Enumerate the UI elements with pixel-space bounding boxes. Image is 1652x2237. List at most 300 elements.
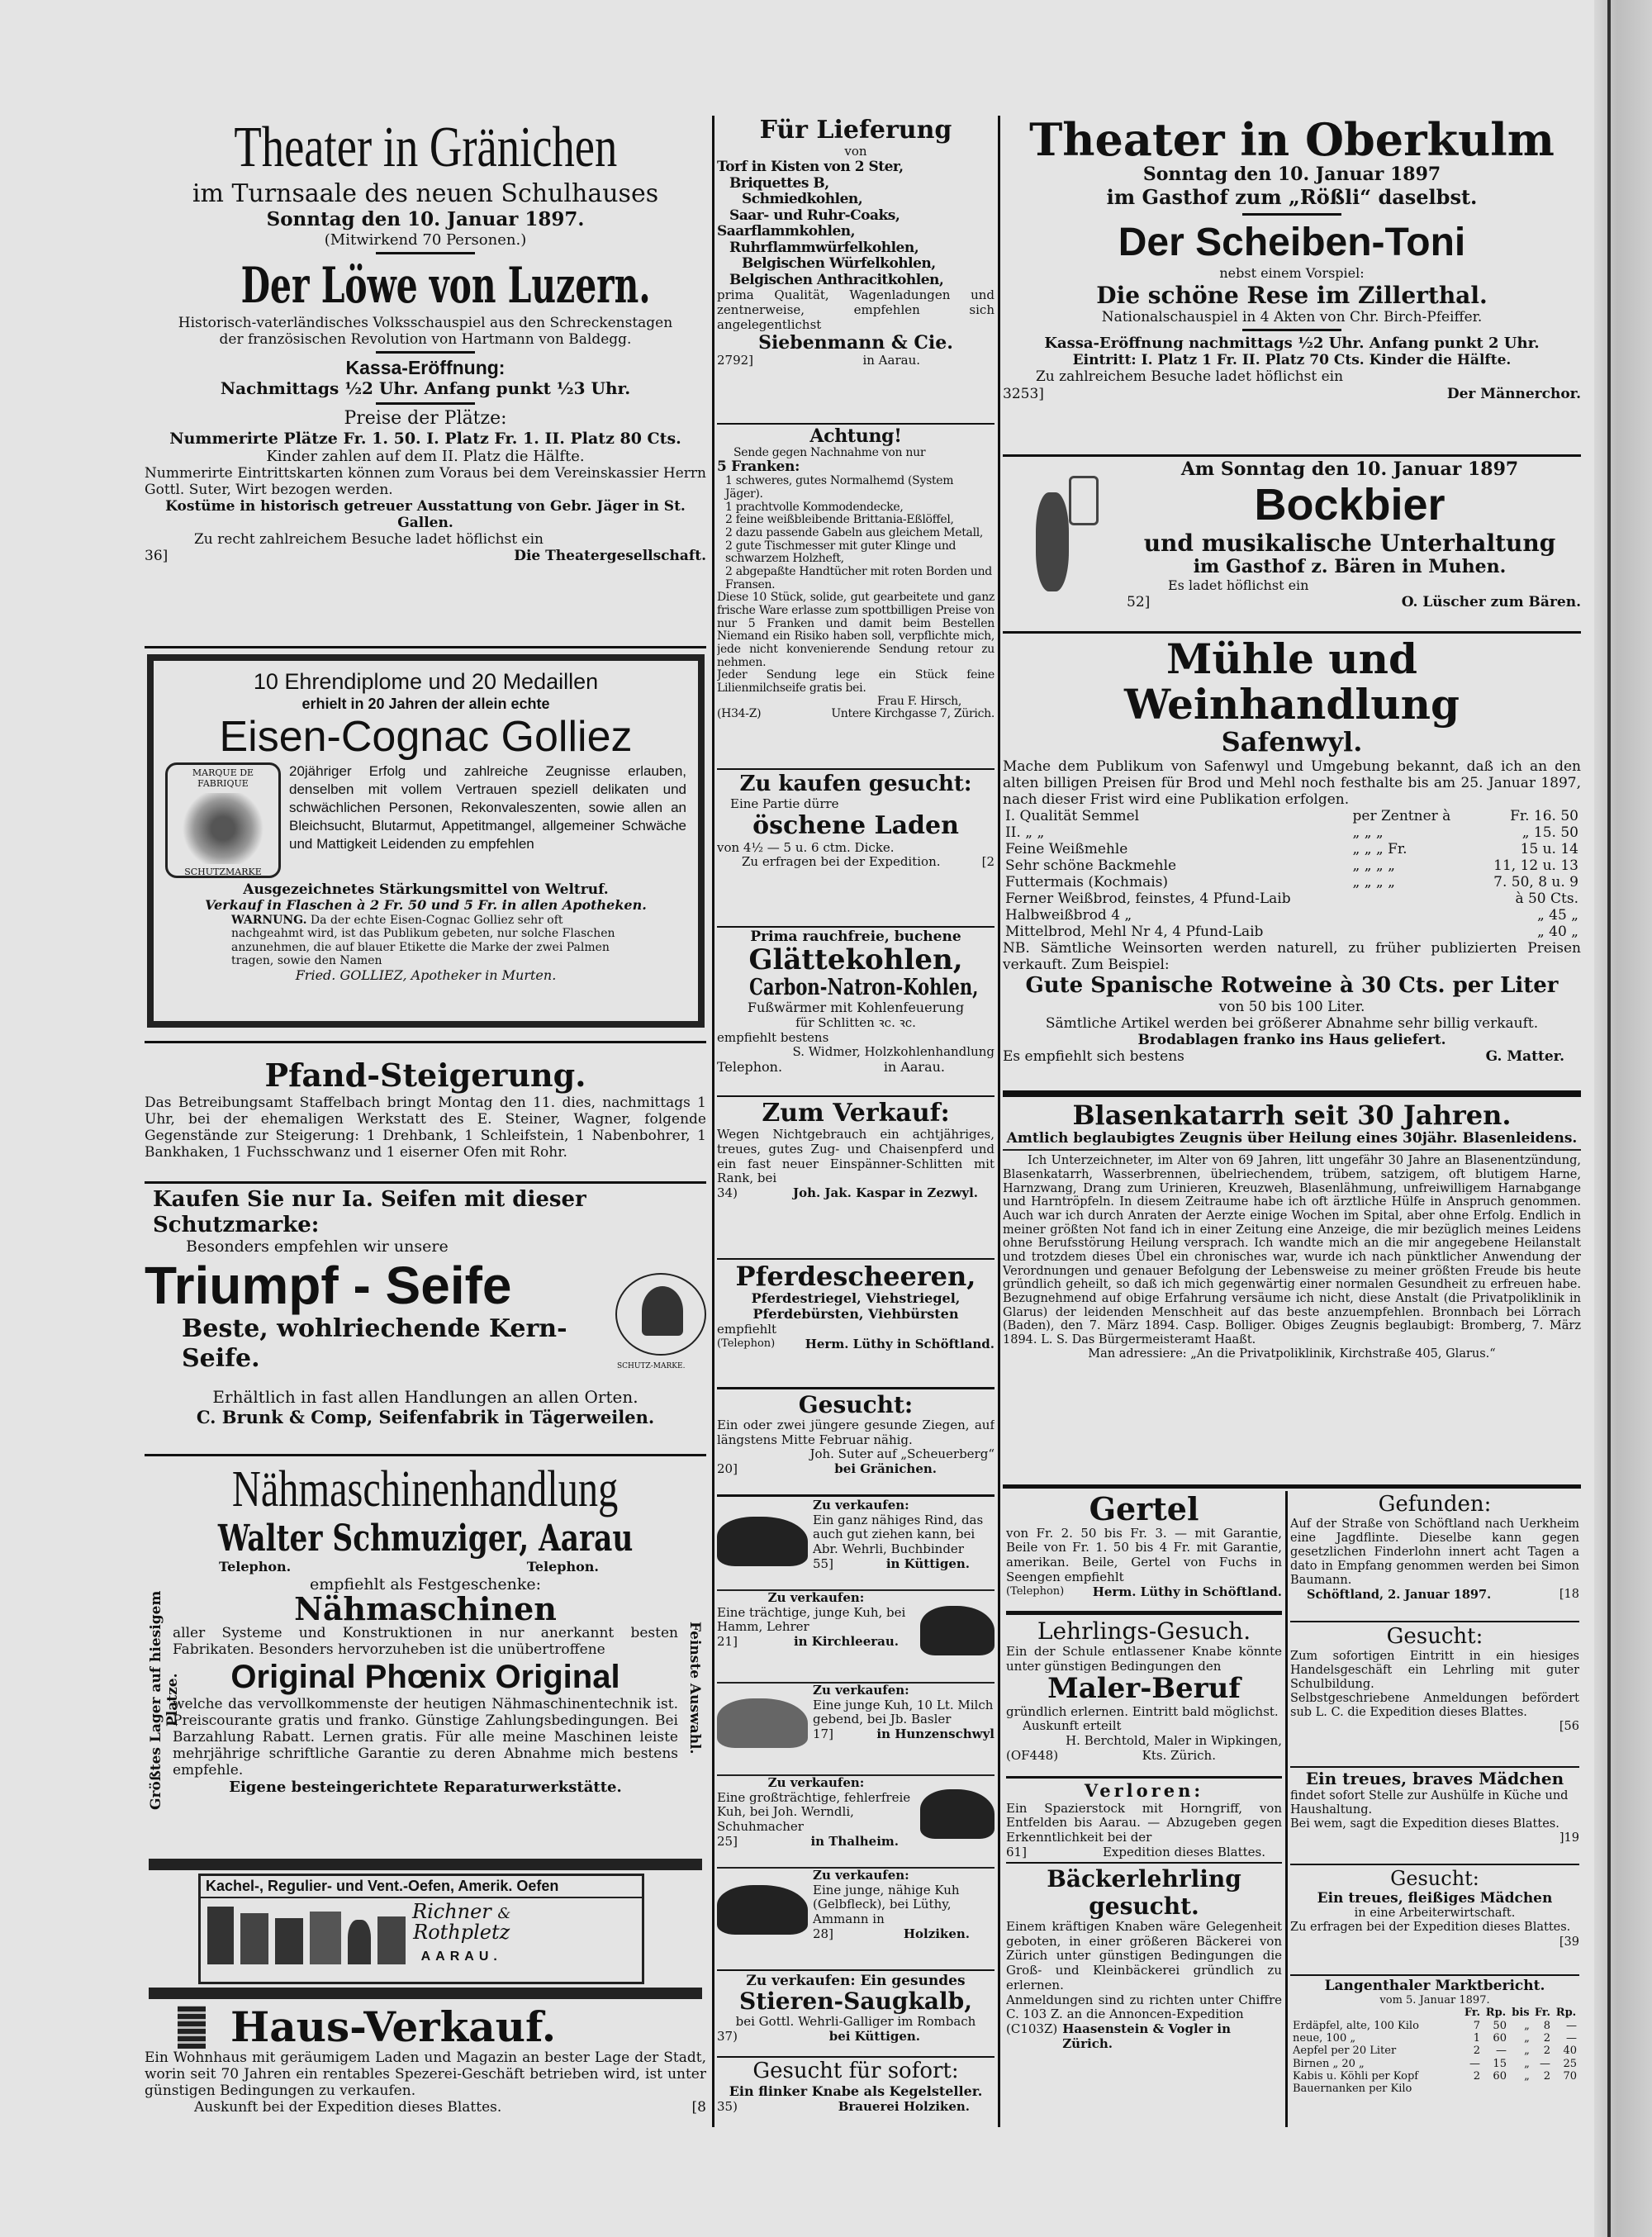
ad-muehle-weinhandlung [1003, 636, 1581, 1086]
price-row [1003, 924, 1581, 940]
line: Fußwärmer mit Kohlenfeuerung [747, 1000, 965, 1016]
title: Zum Verkauf: [762, 1099, 950, 1128]
item: öschene Laden [752, 811, 959, 841]
firm: Siebenmann & Cie. [758, 331, 953, 354]
title: Theater in Gränichen [234, 116, 617, 179]
rule [149, 1988, 702, 1999]
desc: der französischen Revolution von Hartmann von Baldegg. [219, 330, 632, 348]
venue: im Gasthof zum „Rößli“ daselbst. [1106, 185, 1478, 210]
ad-naehmaschinen [145, 1460, 706, 1857]
rule [717, 768, 995, 770]
recommends: empfiehlt bestens [717, 1029, 829, 1045]
ad-eisen-cognac [147, 654, 705, 1028]
table-cell: 2 [1543, 2032, 1550, 2045]
list-item: Schmiedkohlen, [742, 191, 863, 208]
beehive-trademark-icon [615, 1273, 706, 1370]
ad-number: 36] [145, 548, 169, 565]
cow-icon [920, 1606, 995, 1655]
invite: Zu zahlreichem Besuche ladet höflichst ein [1036, 368, 1344, 386]
maker: Fried. GOLLIEZ, Apotheker in Murten. [295, 967, 557, 983]
wine-sub: von 50 bis 100 Liter. [1218, 999, 1365, 1016]
column-header: Rp. [1555, 2007, 1577, 2020]
desc: Historisch-vaterländisches Volksschauspiel aus den Schreckenstagen [178, 314, 673, 331]
rule [717, 2056, 995, 2058]
city: in Aarau. [883, 1059, 945, 1076]
place: bei Gränichen. [834, 1461, 937, 1477]
gift: Jeder Sendung lege ein Stück feine Lilienmilchseife gratis bei. [717, 668, 995, 696]
ad-number: ]19 [1559, 1831, 1579, 1845]
title: Bockbier [1254, 479, 1446, 530]
house-icon [178, 2006, 206, 2049]
table-cell: Aepfel per 20 Liter [1293, 2045, 1397, 2058]
place: Kts. Zürich. [1142, 1747, 1216, 1763]
column-header: bis [1512, 2007, 1530, 2020]
ad-number: [8 [691, 2099, 706, 2116]
sale: Verkauf in Flaschen à 2 Fr. 50 und 5 Fr. in allen Apotheken. [205, 896, 647, 913]
rule [145, 646, 706, 648]
ad-baeckerlehrling [1006, 1865, 1282, 2128]
costumes: Kostüme in historisch getreuer Ausstattung von Gebr. Jäger in St. Gallen. [165, 498, 686, 532]
heading: Zu verkaufen: [813, 1498, 909, 1513]
stove-icon [207, 1907, 234, 1964]
title: Eisen-Cognac Golliez [219, 713, 633, 762]
ad-gefunden [1290, 1492, 1579, 1617]
signature: G. Matter. [1485, 1048, 1564, 1066]
stove-icon [310, 1912, 341, 1964]
ad-number: 37) [717, 2028, 738, 2044]
cow-ads [717, 1498, 995, 1968]
table-cell: „ „ „ „ [1352, 857, 1395, 875]
table-cell [1351, 891, 1474, 907]
info: Zu erfragen bei der Expedition. [742, 854, 941, 870]
body: prima Qualität, Wagenladungen und zentnerweise, empfehlen sich angelegentlichst [717, 287, 995, 332]
prices-head: Preise der Plätze: [344, 407, 507, 429]
goat-with-beer-icon [1011, 468, 1110, 608]
rule [1003, 1090, 1581, 1097]
ad-number: 34) [717, 1185, 738, 1201]
table-cell: Mittelbrod, Mehl Nr 4, 4 Pfund-Laib [1005, 924, 1264, 941]
firm-name: Rothpletz [413, 1921, 510, 1945]
ad-glaettekohlen [717, 929, 995, 1094]
table-cell: 15 [1493, 2057, 1507, 2070]
invite: Es ladet höflichst ein [1168, 577, 1309, 594]
name: Joh. Jak. Kaspar in Zezwyl. [792, 1185, 978, 1201]
ad-haus-verkauf [145, 2004, 706, 2128]
subtitle: und musikalische Unterhaltung [1143, 530, 1556, 558]
ad-number: 20] [717, 1461, 738, 1477]
cast: (Mitwirkend 70 Personen.) [324, 230, 527, 249]
column-header: Fr. [1534, 2007, 1551, 2020]
ad-number: 25] [717, 1833, 738, 1849]
table-cell: „ [1524, 2045, 1530, 2058]
heading: Kaufen Sie nur Ia. Seifen mit dieser Schutzmarke: [153, 1187, 586, 1237]
rule [1006, 1776, 1282, 1779]
play-title: Der Scheiben-Toni [1118, 220, 1466, 264]
column-header: Fr. [1464, 2007, 1481, 2020]
venue: im Gasthof z. Bären in Muhen. [1193, 556, 1507, 578]
table-cell: — [1540, 2057, 1550, 2070]
body: Wegen Nichtgebrauch ein achtjähriges, treues, gutes Zug- und Chaisenpferd und ein fast neuer Einspänner-Schlitten mit Rank, bei [717, 1127, 995, 1186]
title: Gertel [1089, 1492, 1199, 1527]
table-cell: 25 [1563, 2057, 1577, 2070]
ad-number: 17] [813, 1726, 833, 1742]
body: Einem kräftigen Knaben wäre Gelegenheit geboten, in einer größeren Bäckerei von Zürich unter günstigen Bedingungen die Groß- und Kleinbäckerei gründlich zu erlernen. [1006, 1919, 1282, 1992]
place: Holziken. [903, 1926, 970, 1941]
place: Expedition dieses Blattes. [1102, 1844, 1265, 1859]
firm-name: Richner [412, 1900, 491, 1924]
market-table [1290, 2007, 1579, 2095]
table-cell: Ferner Weißbrod, feinstes, 4 Pfund-Laib [1005, 891, 1291, 908]
table-cell: 2 [1543, 2045, 1550, 2058]
body: Ein ganz nähiges Rind, das auch gut ziehen kann, bei Abr. Wehrli, Buchbinder [813, 1512, 984, 1557]
ad-pferdescheeren [717, 1262, 995, 1384]
availability: Erhältlich in fast allen Handlungen an allen Orten. [212, 1386, 638, 1407]
telephon: Telephon. [526, 1558, 599, 1574]
body: Das Betreibungsamt Staffelbach bringt Montag den 11. dies, nachmittags 1 Uhr, bei der ehemaligen Werkstatt des E. Steiner, Wagner, folgende Gegenstände zur Steigerung: 1 Drehbank, 1 Schleifstein, 1 Nabenbohrer, 1 Bankhaken, 1 Fuchsschwanz und 1 eiserner Ofen mit Rohr. [145, 1094, 706, 1161]
rule [145, 1041, 706, 1043]
line: Pferdebürsten, Viehbürsten [752, 1306, 959, 1323]
title: Haus-Verkauf. [230, 2004, 557, 2051]
ad-number: 3253] [1003, 385, 1044, 402]
address: Man adressiere: „An die Privatpoliklinik, Kirchstraße 405, Glarus.“ [1088, 1346, 1496, 1361]
rule [1003, 1484, 1581, 1489]
table-cell [1509, 2083, 1532, 2095]
rule [717, 1387, 995, 1389]
table-cell: — [1469, 2057, 1481, 2070]
rule [717, 1494, 995, 1497]
title: Glättekohlen, [748, 943, 963, 977]
body: Eine junge, nähige Kuh (Gelbfleck), bei Lüthy, Ammann in [813, 1882, 960, 1927]
place: Safenwyl. [1221, 726, 1363, 758]
table-cell: „ 40 „ [1536, 924, 1578, 941]
place: Brauerei Holziken. [838, 2098, 970, 2114]
rule [149, 1859, 702, 1870]
list-item: 2 gute Tischmesser mit guter Klinge und schwarzem Holzheft, [725, 539, 957, 566]
apply: Anmeldungen sind zu richten unter Chiffre C. 103 Z. an die Annoncen-Expedition [1006, 1992, 1282, 2022]
table-cell: 60 [1493, 2032, 1507, 2045]
table-cell: — [1566, 2032, 1577, 2045]
price-row [1003, 874, 1581, 891]
venue: im Turnsaale des neuen Schulhauses [192, 179, 659, 208]
body: welche das vervollkommenste der heutigen Nähmaschinentechnik ist. Preiscourante gratis und franko. Günstige Zahlungsbedingungen. Bei Barzahlung Rabatt. Lernen gratis. Für alle meine Maschinen leiste mehrjährige schriftliche Garantie zu deren Abnahme mich bestens empfehle. [173, 1696, 678, 1779]
market-row [1290, 2032, 1579, 2045]
subtitle: erhielt in 20 Jahren der allein echte [301, 695, 550, 712]
title: Blasenkatarrh seit 30 Jahren. [1072, 1100, 1512, 1131]
body: Bei wem, sagt die Expedition dieses Blattes. [1290, 1817, 1559, 1831]
invite: Zu recht zahlreichem Besuche ladet höflichst ein [194, 531, 544, 549]
size: von 4½ — 5 u. 6 ctm. Dicke. [717, 839, 895, 855]
table-cell: à 50 Cts. [1515, 891, 1578, 908]
table-cell: 15 u. 14 [1520, 840, 1578, 857]
body: Zum sofortigen Eintritt in ein hiesiges Handelsgeschäft ein Lehrling mit guter Schulbildung. [1290, 1649, 1579, 1691]
body: Ein flinker Knabe als Kegelsteller. [729, 2083, 983, 2099]
table-cell: Fr. 16. 50 [1510, 807, 1578, 824]
column-rule [712, 116, 714, 2127]
side-text: Feinste Auswahl. [686, 1621, 703, 1755]
place: in Hunzenschwyl [876, 1726, 995, 1742]
place: Schöftland, 2. Januar 1897. [1307, 1588, 1492, 1603]
column-rule [1285, 1491, 1288, 2127]
list-item: Saarflammkohlen, [717, 223, 856, 240]
cow-ad [717, 1498, 995, 1591]
table-cell: Futtermais (Kochmais) [1005, 874, 1169, 891]
info: Auskunft bei der Expedition dieses Blattes. [194, 2099, 502, 2116]
place: in Küttigen. [885, 1555, 970, 1571]
table-cell: 40 [1563, 2045, 1577, 2058]
item-list [717, 475, 995, 591]
recommends: Es empfiehlt sich bestens [1003, 1048, 1184, 1066]
ad-gesucht-lehrling [1290, 1624, 1579, 1764]
title: Gefunden: [1378, 1492, 1492, 1517]
price-row [1003, 907, 1581, 924]
ad-pfand-steigerung [145, 1057, 706, 1181]
wine-offer: Gute Spanische Rotweine à 30 Cts. per Liter [1025, 973, 1559, 999]
rule [717, 926, 995, 928]
title: Triumpf - Seife [145, 1255, 512, 1315]
body: Eine trächtige, junge Kuh, bei Hamm, Lehrer [717, 1604, 906, 1635]
name: H. Berchtold, Maler in Wipkingen, [1066, 1733, 1282, 1749]
cow-icon [717, 1885, 808, 1935]
body: Eine großträchtige, fehlerfreie Kuh, bei Joh. Werndli, Schuhmacher [717, 1789, 911, 1835]
table-cell: „ 45 „ [1536, 907, 1578, 924]
kids: Kinder zahlen auf dem II. Platz die Hälfte. [266, 447, 585, 465]
title: Nähmaschinenhandlung [232, 1461, 619, 1517]
heading: Zu verkaufen: [813, 1868, 909, 1883]
table-cell: „ [1524, 2057, 1530, 2070]
ad-gesucht-sofort [717, 2059, 995, 2128]
rule [717, 423, 995, 425]
table-cell: 8 [1543, 2019, 1550, 2032]
ad-theater-oberkulm [1003, 116, 1581, 453]
trademark-text: MARQUE DE FABRIQUE [192, 767, 254, 789]
subtitle: Eine Partie dürre [730, 796, 839, 811]
ampersand: & [497, 1905, 511, 1923]
price-row [1003, 808, 1581, 824]
ad-maedchen [1290, 1769, 1579, 1862]
ad-number: 55] [813, 1555, 833, 1571]
title: Theater in Oberkulm [1029, 116, 1555, 166]
list-item: 2 feine weißbleibende Brittania-Eßlöffel, [725, 513, 954, 527]
cow-icon [717, 1517, 808, 1566]
code: (OF448) [1006, 1747, 1059, 1763]
price-row [1003, 891, 1581, 907]
heading: Zu verkaufen: [767, 1775, 865, 1790]
table-cell: „ „ „ [1352, 824, 1384, 841]
list-item: Saar- und Ruhr-Coaks, [729, 207, 900, 224]
table-cell: — [1495, 2045, 1507, 2058]
ad-number: 52] [1127, 594, 1151, 611]
heading: Zu verkaufen: [767, 1590, 865, 1605]
heading: Kachel-, Regulier- und Vent.-Oefen, Amerik. Oefen [201, 1876, 642, 1898]
title2: Carbon-Natron-Kohlen, [749, 975, 979, 1001]
ad-number: [39 [1559, 1935, 1579, 1949]
market-row [1290, 2083, 1579, 2095]
title: Pfand-Steigerung. [264, 1057, 586, 1094]
column-rule [998, 116, 1000, 2127]
table-cell: 2 [1473, 2045, 1481, 2058]
title: Pferdescheeren, [735, 1262, 976, 1292]
table-cell: 7. 50, 8 u. 9 [1493, 874, 1578, 891]
sender: Frau F. Hirsch, [876, 694, 961, 708]
top: Prima rauchfreie, buchene [750, 929, 961, 945]
stove-icon [275, 1918, 303, 1964]
rule [1290, 1766, 1579, 1768]
prelude-label: nebst einem Vorspiel: [1219, 265, 1365, 282]
place: in Thalheim. [810, 1833, 899, 1849]
repair: Eigene besteingerichtete Reparaturwerkstätte. [229, 1779, 622, 1797]
price-table [1003, 808, 1581, 940]
ad-number: 21] [717, 1634, 738, 1650]
rule [145, 1454, 706, 1456]
title: Verloren: [1084, 1781, 1204, 1801]
von: von [844, 144, 867, 159]
intro: Sende gegen Nachnahme von nur [733, 445, 926, 459]
ad-number: 35) [717, 2098, 738, 2114]
tonic: Ausgezeichnetes Stärkungsmittel von Weltruf. [243, 881, 609, 898]
cow-icon [920, 1789, 995, 1839]
trademark-text: SCHUTZ-MARKE. [617, 1361, 686, 1370]
list-item: 1 schweres, gutes Normalhemd (System Jäger). [725, 474, 954, 501]
rule [1003, 454, 1581, 457]
rule [1003, 631, 1581, 634]
tagline: Beste, wohlriechende Kern-Seife. [182, 1314, 567, 1373]
ad-oefen [198, 1874, 644, 1984]
body: bei Gottl. Wehrli-Galliger im Rombach [735, 2013, 976, 2029]
market-row [1290, 2045, 1579, 2057]
code: (H34-Z) [717, 707, 762, 721]
ad-gertel [1006, 1492, 1282, 1609]
table-cell [1462, 2083, 1483, 2095]
column-header: Rp. [1485, 2007, 1507, 2020]
ad-number: 2792] [717, 353, 754, 368]
price: 5 Franken: [717, 458, 800, 476]
warning-label: WARNUNG. [231, 913, 307, 927]
list-item: 1 prachtvolle Kommodendecke, [725, 500, 904, 514]
body: Eine junge Kuh, 10 Lt. Milch gebend, bei Jb. Basler [813, 1697, 994, 1727]
prices: Nummerirte Plätze Fr. 1. 50. I. Platz Fr. 1. II. Platz 80 Cts. [169, 429, 681, 448]
table-cell: „ „ „ „ [1352, 874, 1395, 891]
table-cell: neue, 100 „ [1293, 2032, 1356, 2045]
rule [1006, 1611, 1282, 1615]
date: Am Sonntag den 10. Januar 1897 [1180, 459, 1519, 480]
table-cell: 1 [1473, 2032, 1481, 2045]
recommends: empfiehlt [717, 1321, 777, 1337]
telephon: (Telephon) [717, 1337, 776, 1350]
name: Herm. Lüthy in Schöftland. [1092, 1584, 1282, 1599]
date: Sonntag den 10. Januar 1897. [266, 208, 585, 231]
side-text: Größtes Lager auf hiesigem Platze. [148, 1590, 182, 1810]
body: Ich Unterzeichneter, im Alter von 69 Jahren, litt ungefähr 30 Jahre an Blasenentzündung, Blasenkatarrh, Wasserbrennen, übelriechendem, trübem, satzigem, oft blutigem Harne, Harnzwang, Drang zum Urinieren, Kreuzweh, Blasenlähmung, unfreiwilligem Harnabgange und Harntröpfeln. In diesem Zeitraume habe ich oft ärztliche Hülfe in Anspruch genommen. Auch war ich durch Anraten der Aerzte einige Wochen im Spital, aber ohne Erfolg. Endlich in meiner größten Not fand ich in einer Zeitung eine Anzeige, die mir bezüglich meines Leidens ohne Berufsstörung Heilung versprach. Ich wandte mich an die mir angegebene Heilanstalt und trotzdem dieses Übel ein chronisches war, wurde ich nach pünktlicher Anwendung der Verordnungen und genauer Befolgung der Lebensweise zu meiner größten Freude bis heute gründlich geheilt, so daß ich mich gegenwärtig einer normalen Gesundheit zu erfreuen habe. Bezugnehmend auf obige Erfahrung versäume ich nicht, diese Anstalt (die Privatpoliklinik in Glarus) der leidenden Menschheit auf das beste anzuempfehlen. Bronnbach bei Lörrach (Baden), den 7. März 1894. Casp. Bolliger. Obiges Zeugnis beglaubigt: Bromberg, 7. März 1894. L. S. Das Bürgermeisteramt Haaßt. [1003, 1154, 1581, 1347]
cow-ad [717, 1591, 995, 1684]
column-header [1290, 2007, 1462, 2019]
bulk: Sämtliche Artikel werden bei größerer Abnahme sehr billig verkauft. [1045, 1015, 1539, 1033]
body: Ein oder zwei jüngere gesunde Ziegen, auf längstens Mitte Februar nähig. [717, 1418, 995, 1447]
job: Maler-Beruf [1047, 1672, 1241, 1706]
recommends: empfiehlt als Festgeschenke: [310, 1574, 541, 1593]
telephon: Telephon. [219, 1558, 292, 1574]
table-cell: Bauernanken per Kilo [1293, 2083, 1412, 2096]
market-row [1290, 2058, 1579, 2070]
list-item: 2 abgepaßte Handtücher mit roten Borden und Fransen. [725, 565, 992, 591]
body: Auf der Straße von Schöftland nach Uerkheim eine Jagdflinte. Dieselbe kann gegen gesetzlichen Finderlohn innert acht Tagen a dato in Empfang genommen werden bei Simon Baumann. [1290, 1517, 1579, 1588]
title: Für Lieferung [759, 116, 952, 145]
firm: Walter Schmuziger, Aarau [217, 1517, 634, 1560]
awards: 10 Ehrendiplome und 20 Medaillen [253, 669, 599, 694]
title: Achtung! [809, 426, 902, 447]
ad-verloren [1006, 1781, 1282, 1860]
table-cell: 50 [1493, 2019, 1507, 2032]
table-cell: I. Qualität Semmel [1005, 807, 1140, 824]
ad-achtung [717, 426, 995, 767]
address: Untere Kirchgasse 7, Zürich. [831, 707, 995, 721]
rule [717, 1258, 995, 1260]
ad-zum-verkauf [717, 1099, 995, 1257]
table-cell: per Zentner à [1352, 807, 1451, 824]
times: Nachmittags ½2 Uhr. Anfang punkt ½3 Uhr. [220, 378, 631, 398]
body: gründlich erlernen. Eintritt bald möglichst. [1006, 1703, 1279, 1719]
firm: Haasenstein & Vogler in Zürich. [1062, 2021, 1231, 2051]
trademark-text: SCHUTZMARKE [184, 866, 262, 877]
play-title: Der Löwe von Luzern. [240, 256, 651, 315]
entry: Eintritt: I. Platz 1 Fr. II. Platz 70 Cts. Kinder die Hälfte. [1072, 352, 1512, 369]
ad-triumpf-seife [145, 1187, 706, 1451]
rule [717, 1095, 995, 1097]
rule [145, 1181, 706, 1184]
table-cell [1351, 907, 1474, 924]
body: Selbstgeschriebene Anmeldungen befördert sub L. C. die Expedition dieses Blattes. [1290, 1692, 1579, 1720]
ad-lieferung [717, 116, 995, 421]
table-cell: 2 [1473, 2070, 1481, 2083]
body: findet sofort Stelle zur Aushülfe in Küche und Haushaltung. [1290, 1788, 1569, 1817]
body: 20jähriger Erfolg und zahlreiche Zeugnisse erlauben, denselben mit vollem Vertrauen speziell delikaten und schwächlichen Personen, Rekonvaleszenten, sowie allen an Bleichsucht, Blutarmut, Appetitmangel, allgemeiner Schwäche und Mattigkeit Leidenden zu empfehlen [289, 762, 686, 853]
table-cell: 7 [1473, 2019, 1481, 2032]
table-cell: Sehr schöne Backmehle [1005, 857, 1177, 875]
delivery: Brodablagen franko ins Haus geliefert. [1137, 1032, 1446, 1049]
stove-icon [348, 1920, 371, 1964]
title: Zu kaufen gesucht: [739, 772, 972, 796]
line: Pferdestriegel, Viehstriegel, [751, 1290, 961, 1307]
ad-gesucht-maedchen [1290, 1867, 1579, 1973]
stove-icon [377, 1916, 406, 1964]
cow-icon [717, 1698, 808, 1748]
list-item: Belgischen Würfelkohlen, [742, 255, 936, 273]
tickets: Nummerirte Eintrittskarten können zum Voraus bei dem Vereinskassier Herrn Gottl. Suter, Wirt bezogen werden. [145, 465, 706, 499]
market-row [1290, 2070, 1579, 2083]
prelude-title: Die schöne Rese im Zillerthal. [1096, 282, 1488, 310]
warning: Da der echte Eisen-Cognac Golliez sehr oft nachgeahmt wird, ist das Publikum gebeten, nur solche Flaschen anzunehmen, die auf blauer Etikette die Marke der zwei Palmen tragen, sowie den Namen [231, 913, 615, 968]
table-cell [1351, 924, 1474, 940]
body: Ein der Schule entlassener Knabe könnte unter günstigen Bedingungen den [1006, 1644, 1282, 1674]
list-item: Briquettes B, [729, 174, 829, 192]
table-cell: Erdäpfel, alte, 100 Kilo [1293, 2019, 1419, 2032]
list-item: Torf in Kisten von 2 Ster, [717, 159, 904, 176]
name: Herm. Lüthy in Schöftland. [805, 1336, 995, 1351]
table-cell [1532, 2083, 1553, 2095]
table-cell: 60 [1493, 2070, 1507, 2083]
palm-emblem-icon [178, 793, 268, 864]
body: von Fr. 2. 50 bis Fr. 3. — mit Garantie, Beile von Fr. 1. 50 bis 4 Fr. mit Garantie, amerikan. Beile, Gertel von Fuchs in Seengen empfiehlt [1006, 1525, 1282, 1584]
ad-number: [56 [1559, 1720, 1579, 1734]
table-cell: — [1566, 2019, 1577, 2032]
ad-theater-graenichen [145, 116, 706, 644]
ad-zu-kaufen [717, 772, 995, 925]
telephon: (Telephon) [1006, 1584, 1065, 1598]
body: in eine Arbeiterwirtschaft. [1354, 1907, 1516, 1921]
title: Langenthaler Marktbericht. [1324, 1978, 1545, 1994]
note: NB. Sämtliche Weinsorten werden naturell, zu früher publizierten Preisen verkauft. Zum Beispiel: [1003, 940, 1581, 974]
date: Sonntag den 10. Januar 1897 [1142, 164, 1441, 186]
firm: S. Widmer, Holzkohlenhandlung [792, 1044, 995, 1060]
